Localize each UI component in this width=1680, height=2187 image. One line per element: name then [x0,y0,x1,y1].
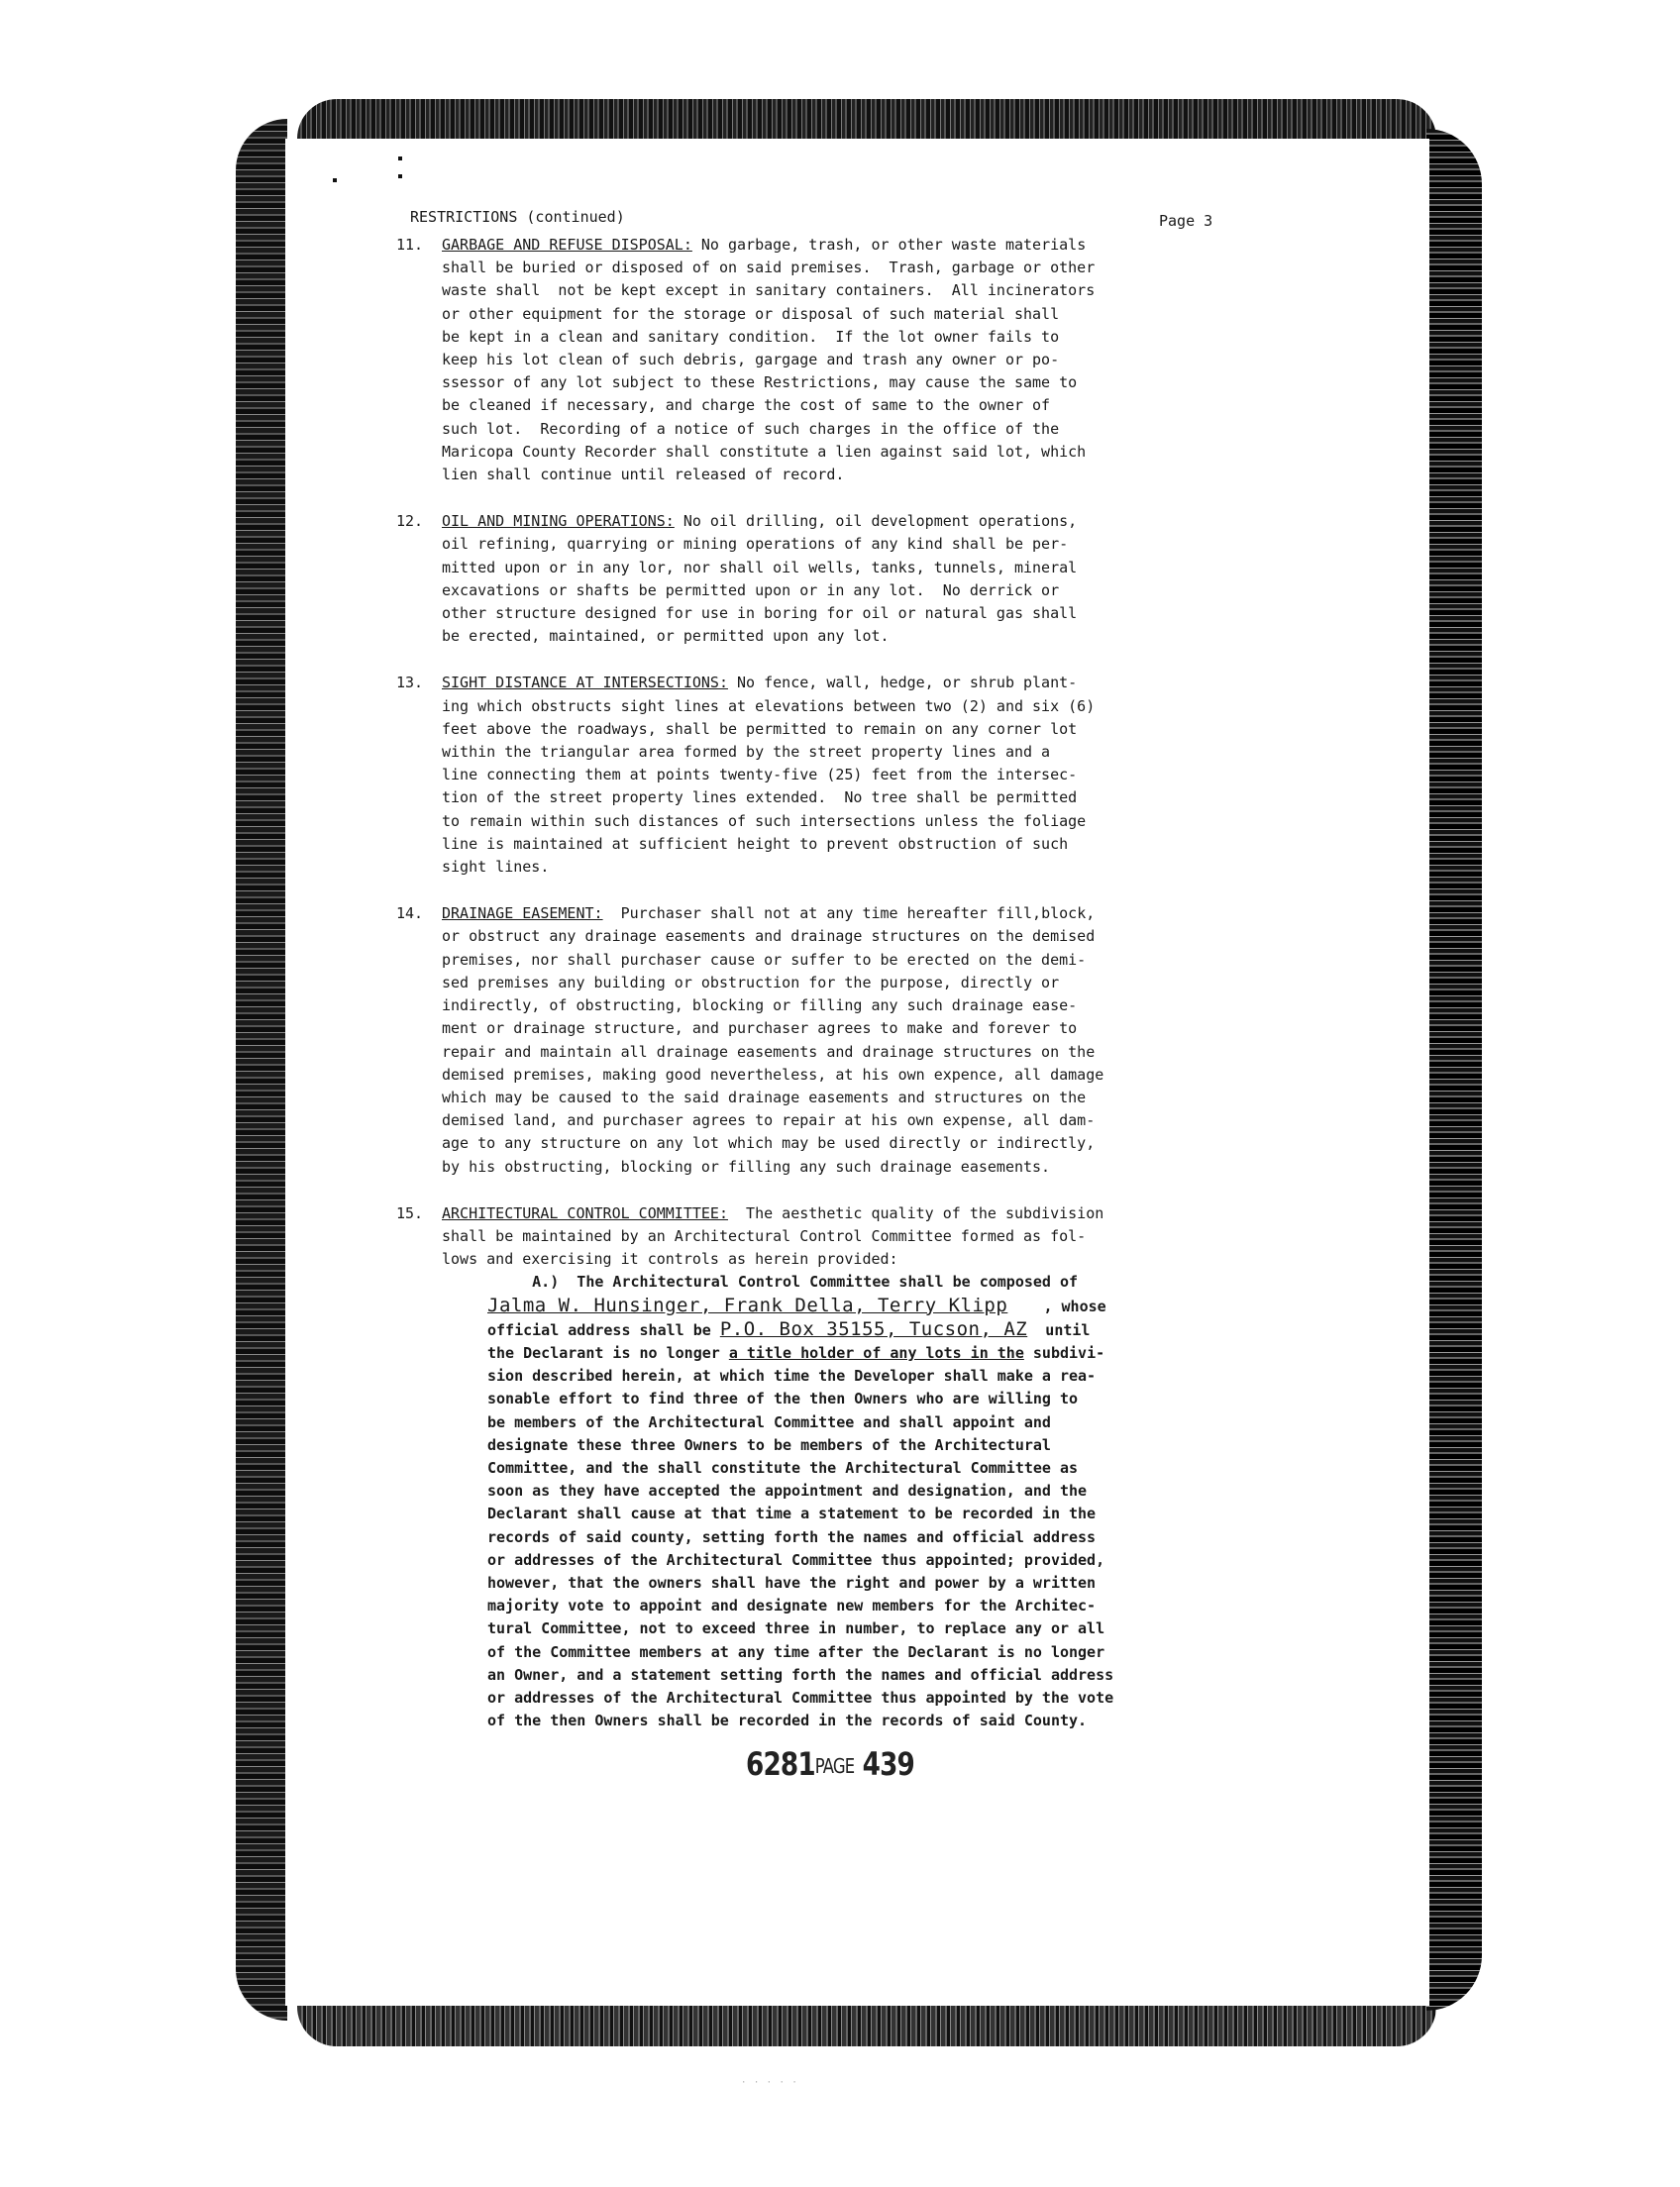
document-title: RESTRICTIONS (continued) [410,208,625,226]
subparagraph-text: the Declarant is no longer [487,1343,729,1362]
section-line: or other equipment for the storage or disposal of such material shall [442,304,1060,323]
section-line: oil refining, quarrying or mining operations of any kind shall be per- [442,535,1069,554]
section-line: ing which obstructs sight lines at elevations between two (2) and six (6) [442,696,1096,715]
subparagraph-line: A.) The Architectural Control Committee shall be composed of [487,1273,1079,1292]
subparagraph-line: sion described herein, at which time the Developer shall make a rea- [487,1367,1097,1386]
subparagraph-line: an Owner, and a statement setting forth the names and official address [487,1665,1114,1684]
section-line: or obstruct any drainage easements and drainage structures on the demised [442,927,1096,946]
section-line: shall be maintained by an Architectural Control Committee formed as fol- [442,1226,1087,1245]
subparagraph-text: , whose [1007,1297,1106,1315]
subparagraph-text: official address shall be [487,1320,720,1339]
section-line: line is maintained at sufficient height to prevent obstruction of such [442,834,1069,853]
section-12 [396,510,1308,648]
section-heading: GARBAGE AND REFUSE DISPOSAL: [442,236,692,254]
scan-speck [398,174,402,178]
document-body [396,206,1308,1756]
section-line: ssessor of any lot subject to these Restrictions, may cause the same to [442,373,1078,392]
section-number: 13. [396,674,424,692]
subparagraph-line: Committee, and the shall constitute the Architectural Committee as [487,1458,1079,1477]
section-line: such lot. Recording of a notice of such charges in the office of the [442,419,1060,438]
subparagraph-text: until [1027,1320,1091,1339]
section-line: mitted upon or in any lor, nor shall oil wells, tanks, tunnels, mineral [442,558,1078,576]
section-line: ment or drainage structure, and purchaser agrees to make and forever to [442,1019,1078,1038]
section-line: shall be buried or disposed of on said premises. Trash, garbage or other [442,259,1096,277]
subparagraph-line: however, that the owners shall have the right and power by a written [487,1573,1097,1592]
section-line: other structure designed for use in boring for oil or natural gas shall [442,604,1078,623]
page-header [396,206,1308,234]
section-text: The aesthetic quality of the subdivision [727,1203,1104,1222]
section-line: indirectly, of obstructing, blocking or filling any such drainage ease- [442,996,1078,1015]
subparagraph-line: records of said county, setting forth the names and official address [487,1527,1097,1546]
section-line: sight lines. [442,858,550,877]
subparagraph-line: or addresses of the Architectural Committee thus appointed by the vote [487,1688,1114,1707]
restriction-sections [396,234,1308,1179]
section-15 [396,1202,1308,1733]
section-heading: ARCHITECTURAL CONTROL COMMITTEE: [442,1203,728,1222]
docket-number: 6281 [746,1745,815,1783]
docket-page-number: 439 [862,1745,914,1783]
section-line: be kept in a clean and sanitary condition. If the lot owner fails to [442,327,1060,346]
subparagraph-line: of the then Owners shall be recorded in the records of said County. [487,1712,1088,1730]
subparagraph-line: majority vote to appoint and designate new members for the Architec- [487,1597,1097,1615]
subparagraph-line: Declarant shall cause at that time a statement to be recorded in the [487,1505,1097,1523]
section-line: lows and exercising it controls as herein provided: [442,1250,898,1269]
section-line: line connecting them at points twenty-five (25) feet from the intersec- [442,766,1078,784]
page-word: PAGE [814,1754,855,1778]
section-number: 11. [396,236,424,254]
section-line: be cleaned if necessary, and charge the cost of same to the owner of [442,396,1051,415]
docket-page-stamp [746,1745,914,1783]
section-line: tion of the street property lines extended. No tree shall be permitted [442,788,1078,807]
subparagraph-lines [487,1365,1308,1732]
subparagraph-line: sonable effort to find three of the then Owners who are willing to [487,1390,1079,1408]
section-line: feet above the roadways, shall be permitted to remain on any corner lot [442,719,1078,738]
section-text: No oil drilling, oil development operations, [674,512,1078,531]
section-line: sed premises any building or obstruction for the purpose, directly or [442,973,1060,991]
subparagraph-line: designate these three Owners to be members of the Architectural [487,1435,1051,1454]
filled-condition: a title holder of any lots in the [728,1343,1024,1362]
section-line: be erected, maintained, or permitted upon any lot. [442,627,890,646]
section-line: demised premises, making good nevertheless, at his own expence, all damage [442,1065,1104,1084]
section-line: to remain within such distances of such intersections unless the foliage [442,811,1087,830]
section-line: age to any structure on any lot which may be used directly or indirectly, [442,1134,1096,1153]
section-number: 12. [396,512,424,531]
section-line: waste shall not be kept except in sanitary containers. All incinerators [442,281,1096,300]
subparagraph-line: tural Committee, not to exceed three in number, to replace any or all [487,1619,1105,1638]
section-line: by his obstructing, blocking or filling any such drainage easements. [442,1157,1051,1176]
subparagraph-line: soon as they have accepted the appointment and designation, and the [487,1482,1088,1501]
section-line: lien shall continue until released of record. [442,466,845,484]
section-line: within the triangular area formed by the street property lines and a [442,743,1051,762]
section-number: 15. [396,1203,424,1222]
section-line: excavations or shafts be permitted upon or in any lot. No derrick or [442,580,1060,599]
section-heading: DRAINAGE EASEMENT: [442,904,603,923]
committee-names: Jalma W. Hunsinger, Frank Della, Terry Klipp [487,1294,1008,1316]
section-line: premises, nor shall purchaser cause or suffer to be erected on the demi- [442,950,1087,969]
section-line: keep his lot clean of such debris, gargage and trash any owner or po- [442,351,1060,369]
section-number: 14. [396,904,424,923]
section-text: No garbage, trash, or other waste materials [691,236,1087,254]
committee-address: P.O. Box 35155, Tucson, AZ [719,1317,1028,1340]
scan-border-bottom [297,2001,1436,2046]
subparagraph-line: or addresses of the Architectural Committee thus appointed; provided, [487,1550,1105,1569]
subparagraph-text: subdivi- [1023,1343,1105,1362]
page-number: Page 3 [1159,212,1213,230]
section-line: which may be caused to the said drainage easements and structures on the [442,1088,1087,1106]
section-14 [396,902,1308,1178]
subparagraph-line: of the Committee members at any time after the Declarant is no longer [487,1642,1105,1661]
scan-speck [398,156,402,160]
scan-mark: · · · · · [741,2078,798,2088]
section-13 [396,672,1308,879]
section-heading: OIL AND MINING OPERATIONS: [442,512,675,531]
scan-border-right [1426,129,1482,2011]
section-text: Purchaser shall not at any time hereafter fill,block, [602,904,1096,923]
scan-speck [333,178,337,182]
section-text: No fence, wall, hedge, or shrub plant- [727,674,1078,692]
section-11 [396,234,1308,486]
section-line: demised land, and purchaser agrees to repair at his own expense, all dam- [442,1111,1096,1130]
section-line: Maricopa County Recorder shall constitute a lien against said lot, which [442,442,1087,461]
scan-border-left [236,119,287,2021]
subparagraph-line: be members of the Architectural Committee and shall appoint and [487,1412,1051,1431]
section-heading: SIGHT DISTANCE AT INTERSECTIONS: [442,674,728,692]
subparagraph-a [487,1271,1308,1732]
section-line: repair and maintain all drainage easements and drainage structures on the [442,1042,1096,1061]
